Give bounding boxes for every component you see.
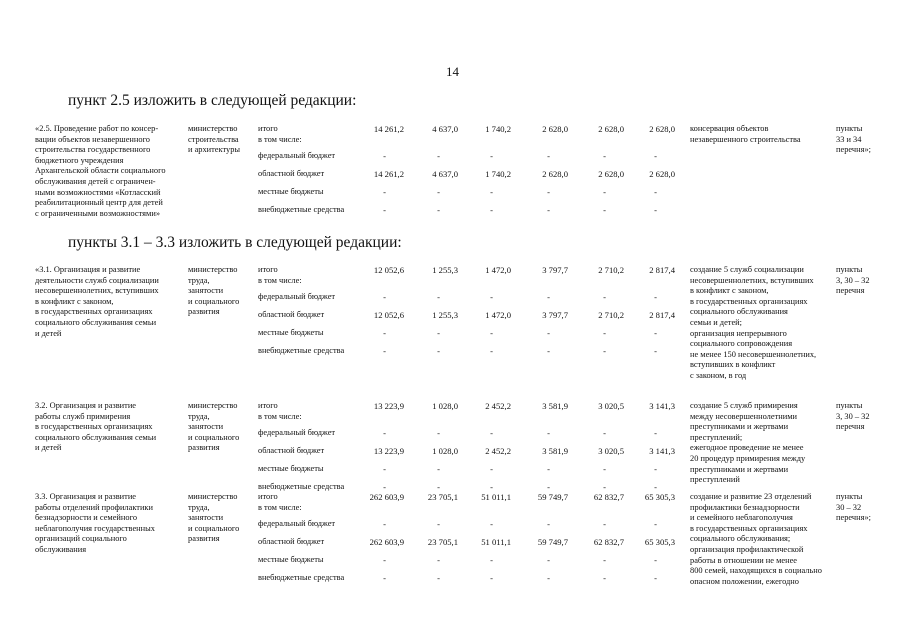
measure-name-line: социального обслуживания семьи [35, 318, 157, 327]
funding-value-cell: 3 797,7 [542, 310, 568, 320]
executor-line: и социального [188, 296, 240, 306]
funding-value-cell: 62 832,7 [593, 492, 624, 502]
measure-name-line: безнадзорности и семейного [35, 513, 138, 523]
expected-result-line: преступниками и жертвами [690, 464, 789, 474]
funding-value-cell: - [603, 328, 606, 338]
expected-result-line: преступлений [690, 475, 740, 485]
expected-result-line: преступлений; [690, 432, 743, 442]
funding-value-cell: - [603, 428, 606, 438]
funding-value-cell: 2 628,0 [649, 124, 675, 134]
funding-value-cell: - [490, 205, 493, 215]
funding-value-cell: 2 452,2 [485, 401, 511, 411]
funding-value-cell: - [547, 555, 550, 565]
funding-value-cell: 1 740,2 [485, 124, 511, 134]
reference-line: перечня [836, 422, 865, 432]
funding-value-cell: - [490, 346, 493, 356]
funding-value-cell: 1 255,3 [432, 265, 458, 275]
funding-value-cell: - [437, 187, 440, 197]
funding-source-label: внебюджетные средства [258, 346, 345, 355]
amendment-heading-2-5: пункт 2.5 изложить в следующей редакции: [68, 92, 357, 109]
funding-source-label: местные бюджеты [258, 328, 324, 337]
measure-name-line: несовершеннолетних, вступивших [35, 286, 159, 296]
funding-source-label: итого [258, 265, 278, 274]
executor-line: труда, [188, 275, 210, 285]
funding-value-cell: 2 710,2 [598, 265, 624, 275]
funding-value-cell: - [437, 573, 440, 583]
funding-value-cell: - [547, 519, 550, 529]
funding-value-cell: - [654, 482, 657, 492]
executor-line: министерство [188, 401, 238, 410]
measure-name-line: 3.2. Организация и развитие [35, 401, 137, 410]
reference-line: перечня [836, 286, 865, 296]
executor-line: и архитектуры [188, 145, 241, 155]
measure-name-line: неблагополучия государственных [35, 523, 155, 533]
measure-name-line: социального обслуживания семьи [35, 432, 157, 442]
funding-value-cell: - [654, 428, 657, 438]
measure-name-line: «3.1. Организация и развитие [35, 265, 141, 274]
funding-value-cell: 3 141,3 [649, 446, 675, 456]
executor-line: занятости [188, 513, 224, 523]
funding-value-cell: - [603, 187, 606, 197]
measure-name-line: в государственных организациях [35, 422, 153, 432]
funding-value-cell: - [603, 573, 606, 583]
funding-value-cell: - [490, 464, 493, 474]
funding-value-cell: - [603, 482, 606, 492]
measure-name-line: Архангельской области социального [35, 166, 166, 176]
funding-value-cell: 3 020,5 [598, 401, 624, 411]
measure-name-line: реабилитационный центр для детей [35, 198, 163, 208]
funding-source-label: областной бюджет [258, 310, 325, 319]
funding-value-cell: - [547, 482, 550, 492]
funding-value-cell: - [547, 187, 550, 197]
funding-source-label: областной бюджет [258, 169, 325, 178]
funding-value-cell: - [490, 482, 493, 492]
funding-value-cell: 2 628,0 [542, 124, 568, 134]
measure-name-line: работы отделений профилактики [35, 502, 153, 512]
executor-line: министерство [188, 124, 238, 133]
funding-source-label: федеральный бюджет [258, 428, 336, 437]
funding-value-cell: - [603, 205, 606, 215]
expected-result-line: работы в отношении не менее [690, 555, 798, 565]
funding-value-cell: 23 705,1 [427, 537, 458, 547]
funding-value-cell: 12 052,6 [373, 265, 404, 275]
funding-value-cell: - [603, 464, 606, 474]
funding-source-label: федеральный бюджет [258, 519, 336, 528]
executor-line: развития [188, 534, 220, 544]
funding-source-label: федеральный бюджет [258, 292, 336, 301]
funding-value-cell: - [654, 151, 657, 161]
funding-source-label: областной бюджет [258, 446, 325, 455]
expected-result-line: 800 семей, находящихся в социально [690, 566, 822, 576]
funding-source-label: местные бюджеты [258, 555, 324, 564]
funding-source-label: в том числе: [258, 134, 302, 144]
reference-line: 33 и 34 [836, 134, 862, 144]
reference-line: пункты [836, 265, 863, 274]
funding-value-cell: 3 581,9 [542, 446, 568, 456]
funding-value-cell: - [490, 555, 493, 565]
funding-value-cell: - [437, 346, 440, 356]
executor-line: министерство [188, 492, 238, 501]
funding-value-cell: - [383, 555, 386, 565]
funding-value-cell: 62 832,7 [593, 537, 624, 547]
funding-value-cell: 1 028,0 [432, 446, 458, 456]
funding-value-cell: - [603, 519, 606, 529]
funding-value-cell: 59 749,7 [537, 537, 568, 547]
expected-result-line: не менее 150 несовершеннолетних, [690, 349, 817, 359]
funding-value-cell: - [437, 205, 440, 215]
funding-value-cell: 3 141,3 [649, 401, 675, 411]
executor-line: труда, [188, 411, 210, 421]
funding-value-cell: - [654, 519, 657, 529]
expected-result-line: опасном положении, ежегодно [690, 576, 799, 586]
funding-value-cell: - [547, 205, 550, 215]
expected-result-line: незавершенного строительства [690, 134, 801, 144]
funding-value-cell: 4 637,0 [432, 169, 458, 179]
reference-line: 3, 30 – 32 [836, 411, 870, 421]
funding-value-cell: 65 305,3 [644, 492, 675, 502]
funding-value-cell: - [603, 292, 606, 302]
funding-source-label: в том числе: [258, 502, 302, 512]
measure-name-line: организаций социального [35, 534, 127, 544]
funding-value-cell: 51 011,1 [481, 492, 511, 502]
reference-line: пункты [836, 492, 863, 501]
funding-value-cell: 2 628,0 [598, 124, 624, 134]
funding-value-cell: - [383, 346, 386, 356]
funding-value-cell: - [383, 428, 386, 438]
funding-value-cell: 12 052,6 [373, 310, 404, 320]
funding-value-cell: - [654, 346, 657, 356]
funding-value-cell: - [547, 573, 550, 583]
expected-result-line: в государственных организациях [690, 296, 808, 306]
funding-value-cell: - [490, 151, 493, 161]
funding-source-label: местные бюджеты [258, 187, 324, 196]
executor-line: развития [188, 443, 220, 453]
funding-value-cell: - [383, 151, 386, 161]
measure-name-line: в конфликт с законом, [35, 296, 114, 306]
funding-source-label: федеральный бюджет [258, 151, 336, 160]
expected-result-line: социального обслуживания [690, 307, 788, 317]
funding-source-label: итого [258, 492, 278, 501]
funding-value-cell: - [383, 573, 386, 583]
funding-value-cell: 2 710,2 [598, 310, 624, 320]
funding-value-cell: 3 020,5 [598, 446, 624, 456]
page-number: 14 [446, 64, 459, 79]
funding-value-cell: - [603, 555, 606, 565]
funding-value-cell: 4 637,0 [432, 124, 458, 134]
expected-result-line: социального обслуживания; [690, 534, 791, 544]
funding-source-label: итого [258, 124, 278, 133]
measure-name-line: и детей [35, 328, 62, 338]
expected-result-line: консервация объектов [690, 124, 769, 133]
funding-value-cell: 262 603,9 [369, 537, 404, 547]
reference-line: пункты [836, 124, 863, 133]
funding-value-cell: - [437, 151, 440, 161]
measure-name-line: обслуживания [35, 545, 87, 554]
funding-source-label: в том числе: [258, 275, 302, 285]
funding-value-cell: 65 305,3 [644, 537, 675, 547]
expected-result-line: в конфликт с законом, [690, 286, 769, 296]
expected-result-line: с законом, в год [690, 371, 747, 380]
expected-result-line: несовершеннолетних, вступивших [690, 275, 814, 285]
funding-value-cell: 13 223,9 [373, 446, 404, 456]
funding-value-cell: - [383, 482, 386, 492]
executor-line: развития [188, 307, 220, 317]
measure-name-line: обслуживания детей с ограничен- [35, 177, 156, 186]
funding-value-cell: - [490, 519, 493, 529]
funding-source-label: итого [258, 401, 278, 410]
reference-line: 3, 30 – 32 [836, 275, 870, 285]
funding-value-cell: 1 472,0 [485, 310, 511, 320]
funding-value-cell: - [383, 292, 386, 302]
expected-result-line: семьи и детей; [690, 318, 742, 327]
funding-value-cell: 2 628,0 [649, 169, 675, 179]
measure-name-line: в государственных организациях [35, 307, 153, 317]
funding-value-cell: 23 705,1 [427, 492, 458, 502]
reference-line: перечня»; [836, 145, 871, 155]
funding-value-cell: 2 628,0 [598, 169, 624, 179]
funding-value-cell: - [654, 328, 657, 338]
funding-value-cell: - [383, 187, 386, 197]
funding-value-cell: - [490, 292, 493, 302]
funding-value-cell: 3 581,9 [542, 401, 568, 411]
reference-line: пункты [836, 401, 863, 410]
funding-value-cell: - [437, 428, 440, 438]
expected-result-line: между несовершеннолетними [690, 411, 797, 421]
funding-value-cell: - [490, 573, 493, 583]
funding-source-label: в том числе: [258, 411, 302, 421]
funding-source-label: внебюджетные средства [258, 482, 345, 491]
funding-value-cell: 1 255,3 [432, 310, 458, 320]
measure-name-line: «2.5. Проведение работ по консер- [35, 124, 159, 133]
funding-value-cell: - [603, 346, 606, 356]
funding-value-cell: - [547, 346, 550, 356]
executor-line: и социального [188, 432, 240, 442]
expected-result-line: организация непрерывного [690, 328, 787, 338]
funding-value-cell: - [490, 428, 493, 438]
funding-source-label: внебюджетные средства [258, 573, 345, 582]
funding-value-cell: 2 628,0 [542, 169, 568, 179]
executor-line: занятости [188, 286, 224, 296]
funding-value-cell: 2 452,2 [485, 446, 511, 456]
expected-result-line: создание 5 служб социализации [690, 265, 804, 274]
funding-value-cell: - [437, 555, 440, 565]
measure-name-line: деятельности служб социализации [35, 275, 159, 285]
funding-value-cell: - [654, 292, 657, 302]
funding-source-label: областной бюджет [258, 537, 325, 546]
funding-value-cell: - [547, 292, 550, 302]
measure-name-line: вации объектов незавершенного [35, 134, 150, 144]
funding-value-cell: - [383, 464, 386, 474]
funding-value-cell: - [437, 464, 440, 474]
funding-value-cell: 1 028,0 [432, 401, 458, 411]
measure-name-line: ными возможностями «Котласский [35, 187, 161, 197]
executor-line: занятости [188, 422, 224, 432]
funding-value-cell: - [603, 151, 606, 161]
funding-value-cell: 2 817,4 [649, 265, 675, 275]
funding-value-cell: - [547, 151, 550, 161]
funding-value-cell: - [437, 292, 440, 302]
measure-name-line: бюджетного учреждения [35, 155, 124, 165]
measure-name-line: с ограниченными возможностями» [35, 208, 161, 218]
amendment-heading-3-1-3-3: пункты 3.1 – 3.3 изложить в следующей редакции: [68, 234, 402, 251]
expected-result-line: в государственных организациях [690, 523, 808, 533]
funding-value-cell: - [437, 328, 440, 338]
funding-value-cell: - [654, 573, 657, 583]
executor-line: и социального [188, 523, 240, 533]
funding-value-cell: - [654, 464, 657, 474]
funding-value-cell: 14 261,2 [373, 124, 404, 134]
expected-result-line: вступивших в конфликт [690, 360, 776, 370]
funding-value-cell: - [547, 428, 550, 438]
expected-result-line: и семейного неблагополучия [690, 513, 793, 523]
expected-result-line: профилактики безнадзорности [690, 502, 800, 512]
funding-value-cell: - [547, 328, 550, 338]
funding-value-cell: 262 603,9 [369, 492, 404, 502]
expected-result-line: ежегодное проведение не менее [690, 443, 804, 453]
funding-value-cell: - [490, 328, 493, 338]
expected-result-line: 20 процедур примирения между [690, 454, 806, 463]
executor-line: министерство [188, 265, 238, 274]
funding-value-cell: - [654, 555, 657, 565]
funding-value-cell: - [383, 328, 386, 338]
funding-value-cell: 2 817,4 [649, 310, 675, 320]
funding-value-cell: - [547, 464, 550, 474]
funding-value-cell: 1 740,2 [485, 169, 511, 179]
executor-line: труда, [188, 502, 210, 512]
funding-value-cell: 1 472,0 [485, 265, 511, 275]
funding-value-cell: - [383, 205, 386, 215]
funding-value-cell: 3 797,7 [542, 265, 568, 275]
funding-value-cell: - [654, 205, 657, 215]
funding-value-cell: - [437, 482, 440, 492]
expected-result-line: создание и развитие 23 отделений [690, 492, 812, 501]
funding-value-cell: 14 261,2 [373, 169, 404, 179]
funding-value-cell: 51 011,1 [481, 537, 511, 547]
reference-line: 30 – 32 [836, 502, 862, 512]
expected-result-line: социального сопровождения [690, 339, 793, 349]
expected-result-line: создание 5 служб примирения [690, 401, 798, 410]
executor-line: строительства [188, 134, 239, 144]
measure-name-line: и детей [35, 443, 62, 453]
funding-value-cell: - [490, 187, 493, 197]
funding-value-cell: - [383, 519, 386, 529]
funding-value-cell: - [654, 187, 657, 197]
expected-result-line: преступниками и жертвами [690, 422, 789, 432]
funding-source-label: местные бюджеты [258, 464, 324, 473]
funding-value-cell: 59 749,7 [537, 492, 568, 502]
funding-value-cell: - [437, 519, 440, 529]
measure-name-line: работы служб примирения [35, 411, 131, 421]
expected-result-line: организация профилактической [690, 545, 804, 554]
measure-name-line: 3.3. Организация и развитие [35, 492, 137, 501]
reference-line: перечня»; [836, 513, 871, 523]
funding-source-label: внебюджетные средства [258, 205, 345, 214]
funding-value-cell: 13 223,9 [373, 401, 404, 411]
measure-name-line: строительства государственного [35, 145, 151, 155]
